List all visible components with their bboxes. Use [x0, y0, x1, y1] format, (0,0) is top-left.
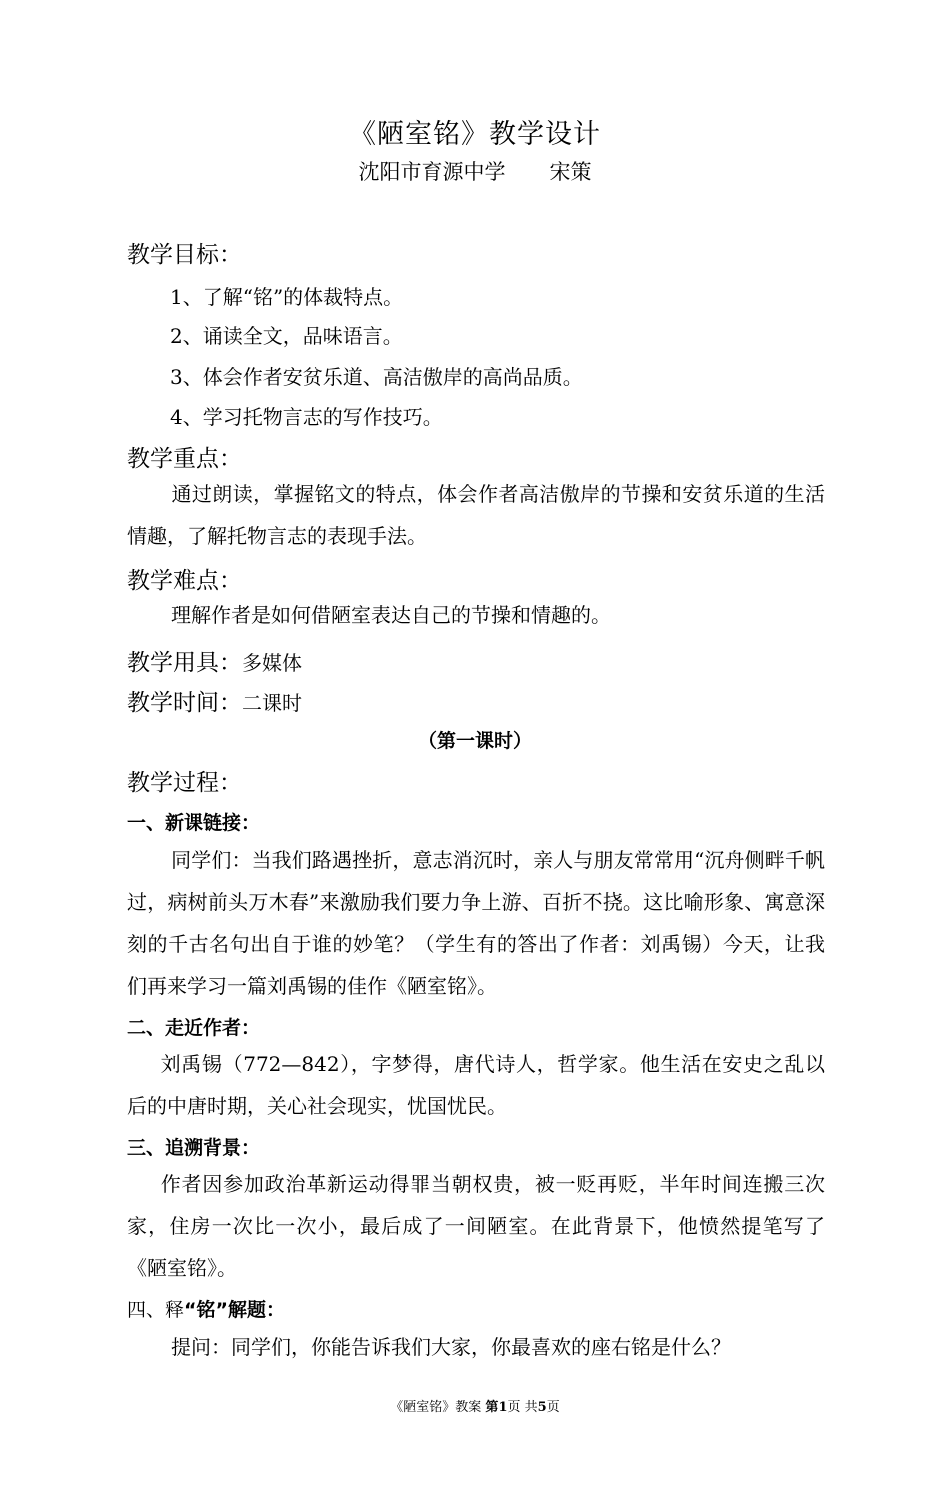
footer-doc-name: 《陋室铭》教案: [390, 1400, 482, 1415]
author-name: 宋策: [549, 160, 592, 184]
page-footer: [0, 1396, 950, 1415]
author-line: [0, 156, 950, 186]
section-heading: [127, 1295, 285, 1322]
tools-heading: 教学用具：: [127, 650, 242, 676]
objective-item: 2、诵读全文，品味语言。: [170, 324, 403, 348]
objective-item: 1、了解“铭”的体裁特点。: [170, 285, 404, 309]
section-heading-prefix: 四、释: [127, 1299, 185, 1321]
footer-total-unit: 页: [546, 1400, 560, 1415]
difficulties-text: [127, 594, 825, 636]
time-line: [127, 684, 302, 717]
section-body: 刘禹锡（772—842），字梦得，唐代诗人，哲学家。他生活在安史之乱以后的中唐时期，关心社会现实，忧国忧民。: [127, 1052, 825, 1118]
objective-item: 4、学习托物言志的写作技巧。: [170, 405, 443, 429]
tools-line: [127, 644, 302, 677]
section-heading-bold: “铭”解题：: [184, 1299, 285, 1321]
section-text: [127, 1163, 825, 1289]
section-body: 作者因参加政治革新运动得罪当朝权贵，被一贬再贬，半年时间连搬三次家，住房一次比一次小，最后成了一间陋室。在此背景下，他愤然提笔写了《陋室铭》。: [127, 1172, 825, 1280]
objective-item: 3、体会作者安贫乐道、高洁傲岸的高尚品质。: [170, 365, 583, 389]
lesson-label: （第一课时）: [417, 730, 532, 752]
footer-total-label: 共: [524, 1400, 538, 1415]
section-body: 提问：同学们，你能告诉我们大家，你最喜欢的座右铭是什么？: [171, 1335, 731, 1359]
tools-value: 多媒体: [242, 651, 302, 675]
section-text: [127, 1043, 825, 1127]
time-value: 二课时: [242, 691, 302, 715]
time-heading: 教学时间：: [127, 690, 242, 716]
footer-page-label: 第: [485, 1400, 499, 1415]
objectives-heading: 教学目标：: [127, 242, 242, 268]
difficulties-body: 理解作者是如何借陋室表达自己的节操和情趣的。: [171, 603, 611, 627]
section-text: [127, 839, 825, 1007]
footer-total-num: 5: [537, 1400, 547, 1415]
section-heading: 一、新课链接：: [127, 812, 261, 834]
difficulties-heading: 教学难点：: [127, 568, 242, 594]
document-title: 《陋室铭》教学设计: [349, 119, 601, 150]
footer-page-unit: 页: [507, 1400, 521, 1415]
section-heading: 二、走近作者：: [127, 1017, 261, 1039]
key-points-text: [127, 473, 825, 557]
section-text: [127, 1326, 825, 1368]
footer-page-num: 1: [498, 1400, 508, 1415]
section-heading: 三、追溯背景：: [127, 1137, 261, 1159]
school-name: 沈阳市育源中学: [358, 160, 506, 184]
key-points-heading: 教学重点：: [127, 446, 242, 472]
section-body: 同学们：当我们路遇挫折，意志消沉时，亲人与朋友常常用“沉舟侧畔千帆过，病树前头万木春”来激励我们要力争上游、百折不挠。这比喻形象、寓意深刻的千古名句出自于谁的妙笔？（学生有的答出了作者：刘禹锡）今天，让我们再来学习一篇刘禹锡的佳作《陋室铭》。: [127, 848, 825, 998]
key-points-body: 通过朗读，掌握铭文的特点，体会作者高洁傲岸的节操和安贫乐道的生活情趣，了解托物言志的表现手法。: [127, 482, 825, 548]
process-heading: 教学过程：: [127, 770, 242, 796]
